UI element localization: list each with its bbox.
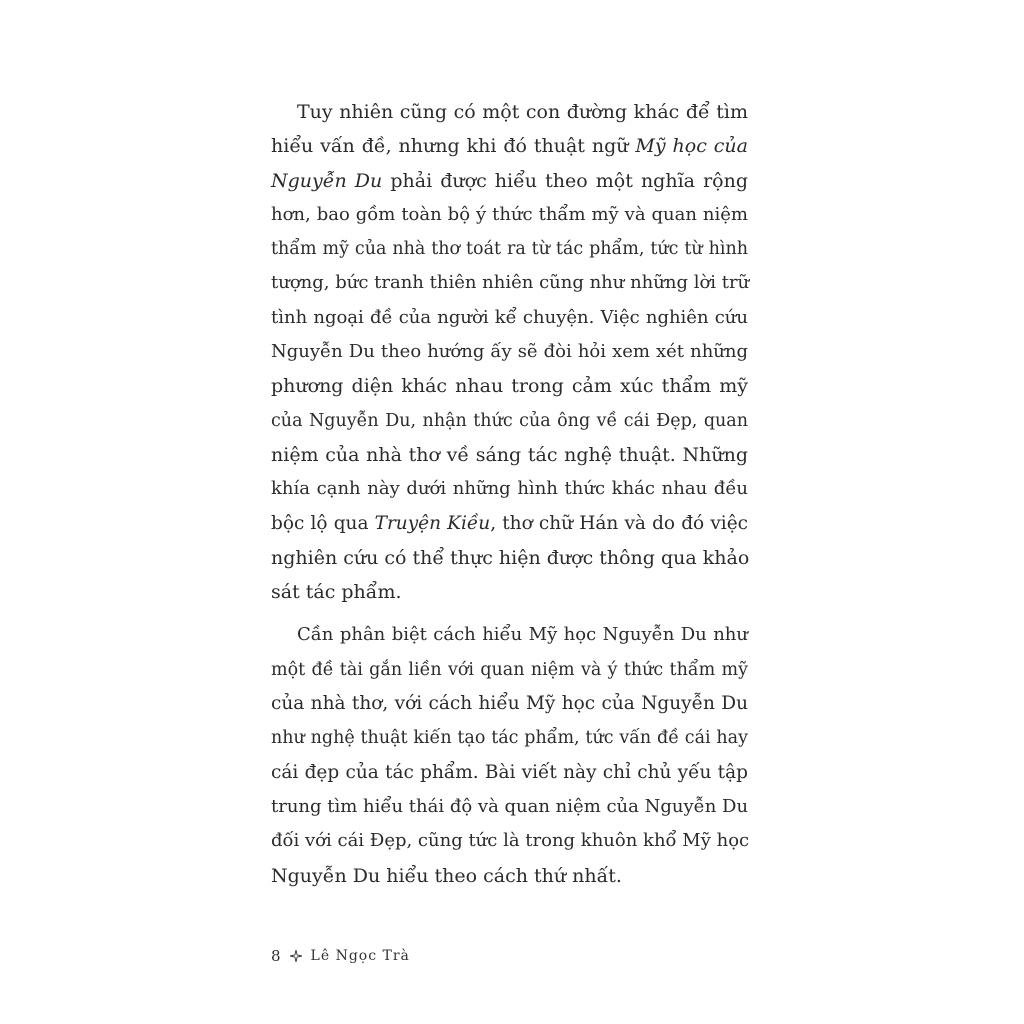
body-text <box>271 95 748 893</box>
text-run: tình ngoại đề của người kể chuyện. Việc nghiên cứu <box>271 306 748 328</box>
text-run: cái đẹp của tác phẩm. Bài viết này chỉ chủ yếu tập <box>271 761 748 783</box>
text-line <box>271 472 748 506</box>
text-run: , thơ chữ Hán và do đó việc <box>490 512 748 534</box>
text-line <box>271 687 748 721</box>
four-point-star-icon <box>290 950 302 962</box>
text-line <box>271 232 748 266</box>
text-run: khía cạnh này dưới những hình thức khác nhau đều <box>271 478 748 500</box>
text-run: niệm của nhà thơ về sáng tác nghệ thuật. Những <box>271 443 748 466</box>
text-line <box>271 301 748 335</box>
text-run: hiểu vấn đề, nhưng khi đó thuật ngữ <box>271 135 636 158</box>
text-run: phương diện khác nhau trong cảm xúc thẩm mỹ <box>271 375 748 398</box>
text-run: trung tìm hiểu thái độ và quan niệm của Nguyễn Du <box>271 795 749 817</box>
author-name: Lê Ngọc Trà <box>310 948 410 964</box>
text-run: Cần phân biệt cách hiểu Mỹ học Nguyễn Du như <box>297 624 748 646</box>
text-line <box>271 438 748 472</box>
text-line <box>271 824 748 858</box>
text-run: hơn, bao gồm toàn bộ ý thức thẩm mỹ và quan niệm <box>271 203 748 225</box>
text-run: nghiên cứu có thể thực hiện được thông qua khảo <box>271 546 750 569</box>
paragraph <box>271 95 748 609</box>
italic-title: Nguyễn Du <box>271 169 383 192</box>
paragraph-gap <box>271 609 748 618</box>
text-line <box>271 369 748 403</box>
text-run: của Nguyễn Du, nhận thức của ông về cái Đẹp, quan <box>271 410 748 431</box>
text-line <box>271 95 748 129</box>
text-run: Tuy nhiên cũng có một con đường khác để tìm <box>297 101 748 123</box>
text-run: thẩm mỹ của nhà thơ toát ra từ tác phẩm, tức từ hình <box>271 239 748 260</box>
italic-title: Truyện Kiều <box>374 512 491 534</box>
text-line <box>271 575 748 609</box>
text-run: đối với cái Đẹp, cũng tức là trong khuôn khổ Mỹ học <box>271 830 750 852</box>
text-line <box>271 653 748 687</box>
italic-title: Mỹ học của <box>635 135 748 158</box>
paragraph <box>271 618 748 892</box>
text-line <box>271 721 748 755</box>
running-footer <box>271 944 410 968</box>
text-run: Nguyễn Du hiểu theo cách thứ nhất. <box>271 864 622 887</box>
text-line <box>271 164 748 198</box>
text-line <box>271 129 748 163</box>
text-run: như nghệ thuật kiến tạo tác phẩm, tức vấn đề cái hay <box>271 728 748 749</box>
text-run: Nguyễn Du theo hướng ấy sẽ đòi hỏi xem xét những <box>271 341 748 363</box>
text-line <box>271 618 748 652</box>
text-line <box>271 266 748 300</box>
text-line <box>271 756 748 790</box>
text-run: tượng, bức tranh thiên nhiên cũng như những lời trữ <box>271 272 750 294</box>
text-run: của nhà thơ, với cách hiểu Mỹ học của Nguyễn Du <box>271 693 748 715</box>
text-line <box>271 859 748 893</box>
text-run: bộc lộ qua <box>271 512 375 534</box>
text-line <box>271 335 748 369</box>
text-line <box>271 541 748 575</box>
text-run: một đề tài gắn liền với quan niệm và ý thức thẩm mỹ <box>271 659 748 680</box>
text-line <box>271 507 748 541</box>
text-line <box>271 404 748 438</box>
page-number: 8 <box>271 947 282 965</box>
text-run: sát tác phẩm. <box>271 581 402 604</box>
text-run: phải được hiểu theo một nghĩa rộng <box>382 169 748 192</box>
text-line <box>271 790 748 824</box>
text-line <box>271 198 748 232</box>
